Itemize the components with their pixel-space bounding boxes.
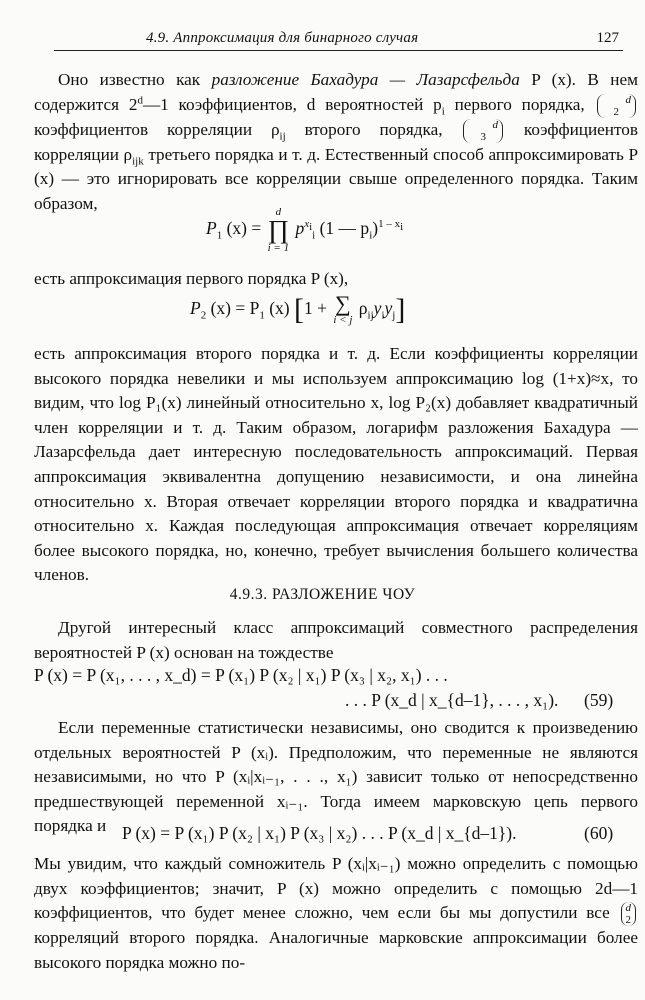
equation-59-line1: P (x) = P (x₁, . . . , x_d) = P (x₁) P (x₂ | x₁) P (x₃ | x₂, x₁) . . . — [34, 665, 448, 685]
paragraph-chow-intro — [34, 616, 638, 665]
superscript: d — [137, 93, 143, 106]
text: Мы увидим, что каждый сомножитель P (xᵢ|xᵢ₋₁) можно определить с помощью двух коэффициентов; значит, P (x) можно определить с помощью 2d—1 коэффициентов, что будет менее сложно, чем если бы мы допустили все — [34, 854, 638, 923]
text: Другой интересный класс аппроксимаций совместного распределения вероятностей P (x) основан на тождестве — [34, 618, 638, 662]
paragraph-bahadur-intro — [34, 68, 638, 216]
paragraph-approximation-discussion — [34, 342, 638, 588]
binomial-coefficient: d 2 — [597, 94, 637, 118]
binomial-coefficient: d 2 — [621, 902, 637, 926]
equation-first-order: $P_1$ (x) = d ∏ i = 1 $p^{x_i}_i$ (1 — $p_i)^{1 - x_i}$ — [206, 206, 404, 254]
equation-59-line2: . . . P (x_d | x_{d–1}, . . . , x₁). — [345, 690, 559, 710]
equation-number: (59) — [584, 690, 614, 710]
text: Если переменные статистически независимы, оно сводится к произведению отдельных вероятностей P (xᵢ). Предположим, что переменные не являются независимыми, но что P (xᵢ|xᵢ₋₁, . . ., x₁) зависит только от непосредственно предшествующей переменной xᵢ₋₁. Тогда имеем марковскую цепь первого порядка и — [34, 718, 638, 836]
equation-second-order: $P_2$ $(x) = P_1$ (x) [1 + ∑ i < j $\rho_{ij}y_iy_j$] — [190, 291, 406, 326]
section-heading: 4.9.3. РАЗЛОЖЕНИЕ ЧОУ — [229, 586, 416, 603]
paragraph-markov — [34, 716, 638, 839]
paragraph-first-order-caption — [34, 267, 638, 292]
subscript: ij — [279, 130, 286, 143]
text: второго порядка, — [285, 119, 443, 139]
text: есть аппроксимация первого порядка P (x), — [34, 269, 349, 288]
text: P (x). В нем содержится 2 — [34, 70, 638, 114]
text: Оно известно как — [58, 70, 212, 89]
text: есть аппроксимация второго порядка и т. д. Если коэффициенты корреляции высокого порядка невелики и мы используем аппроксимацию log (1+x)≈x, то видим, что log P₁(x) линейный относительно x, log P₂(x) добавляет квадратичный член корреляции и т. д. Таким образом, логарифм разложения Бахадура — Лазарсфельда дает интересную последовательность аппроксимаций. Первая аппроксимация эквивалентна допущению независимости, и она линейна относительно x. Вторая отвечает корреляции второго порядка и квадратична относительно x. Каждая последующая аппроксимация отвечает корреляциям более высокого порядка, но, конечно, требует вычисления большего количества членов. — [34, 344, 638, 585]
text: —1 коэффициентов, d вероятностей p — [142, 94, 442, 114]
header-title: 4.9. Аппроксимация для бинарного случая — [146, 30, 419, 46]
sum-operator: ∑ i < j — [333, 291, 353, 326]
page-number: 127 — [596, 30, 619, 46]
text: первого порядка, — [444, 94, 585, 114]
subscript: i — [441, 105, 445, 118]
equation-number: (60) — [584, 823, 614, 843]
subscript: ijk — [132, 155, 144, 168]
text: коэффициентов корреляции ρ — [34, 119, 280, 139]
product-operator: d ∏ i = 1 — [267, 206, 290, 254]
paragraph-markov-conclusion — [34, 852, 638, 975]
binomial-coefficient: d 3 — [463, 119, 503, 143]
text: третьего порядка и т. д. Естественный способ аппроксимировать P (x) — это игнорировать все корреляции свыше определенного порядка. Таким образом, — [34, 144, 638, 213]
running-header — [54, 28, 623, 51]
text: коэффициентов корреляции ρ — [34, 119, 639, 164]
equation-60: P (x) = P (x₁) P (x₂ | x₁) P (x₃ | x₂) . . . P (x_d | x_{d–1}). — [122, 823, 517, 843]
emphasis-term: разложение Бахадура — Лазарсфельда — [211, 70, 520, 89]
text: корреляций второго порядка. Аналогичные марковские аппроксимации более высокого порядка можно по- — [34, 928, 638, 972]
